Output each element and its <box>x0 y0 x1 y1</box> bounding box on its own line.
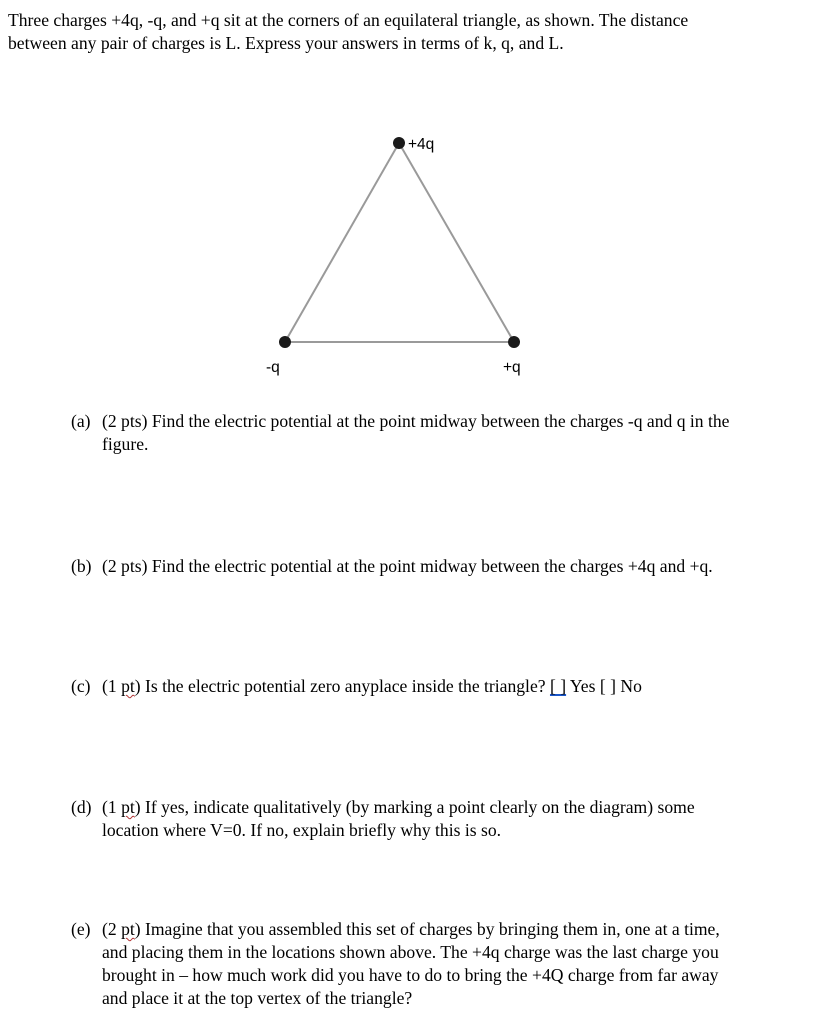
question-c-prefix: (c) <box>71 676 91 696</box>
no-checkbox[interactable]: [ ] <box>599 676 616 696</box>
question-b <box>71 555 811 578</box>
question-d-line-2: location where V=0. If no, explain briefly why this is so. <box>102 820 502 840</box>
intro-line-1: Three charges +4q, -q, and +q sit at the corners of an equilateral triangle, as shown. The distance <box>8 10 689 30</box>
charge-dot-left <box>279 336 291 348</box>
label-right-charge: +q <box>503 359 521 376</box>
question-a-line-2: figure. <box>102 434 149 454</box>
question-c-text: ) Is the electric potential zero anyplace inside the triangle? <box>134 676 550 696</box>
question-e-line-2: and placing them in the locations shown above. The +4q charge was the last charge you <box>102 942 719 962</box>
question-c-pts-word: pt <box>121 676 135 696</box>
question-e-prefix: (e) <box>71 919 91 939</box>
label-left-charge: -q <box>266 359 280 376</box>
charge-dot-top <box>393 137 405 149</box>
question-e-line-4: and place it at the top vertex of the triangle? <box>102 988 413 1008</box>
triangle-side-left <box>285 143 399 342</box>
question-c-pts-open: (1 <box>102 676 122 696</box>
yes-checkbox[interactable]: [ ] <box>549 676 567 696</box>
question-e-pts-open: (2 <box>102 919 122 939</box>
intro-line-2: between any pair of charges is L. Express your answers in terms of k, q, and L. <box>8 33 564 53</box>
question-a-prefix: (a) <box>71 411 91 431</box>
question-e <box>71 918 811 1010</box>
question-e-line-3: brought in – how much work did you have to do to bring the +4Q charge from far away <box>102 965 719 985</box>
question-e-line-1: ) Imagine that you assembled this set of charges by bringing them in, one at a time, <box>134 919 720 939</box>
question-a-line-1: (2 pts) Find the electric potential at the point midway between the charges -q and q in the <box>102 411 730 431</box>
label-top-charge: +4q <box>408 136 435 153</box>
question-e-pts-word: pt <box>121 919 135 939</box>
question-d-line-1: ) If yes, indicate qualitatively (by marking a point clearly on the diagram) some <box>134 797 695 817</box>
no-label: No <box>615 676 642 696</box>
question-d-pts-word: pt <box>121 797 135 817</box>
question-b-prefix: (b) <box>71 556 92 576</box>
question-d-prefix: (d) <box>71 797 92 817</box>
triangle-diagram <box>0 0 830 400</box>
charge-dot-right <box>508 336 520 348</box>
question-a <box>71 410 811 456</box>
triangle-side-right <box>399 143 514 342</box>
yes-label: Yes <box>566 676 600 696</box>
question-b-line-1: (2 pts) Find the electric potential at the point midway between the charges +4q and +q. <box>102 556 713 576</box>
question-d <box>71 796 811 842</box>
question-d-pts-open: (1 <box>102 797 122 817</box>
question-c <box>71 675 811 698</box>
